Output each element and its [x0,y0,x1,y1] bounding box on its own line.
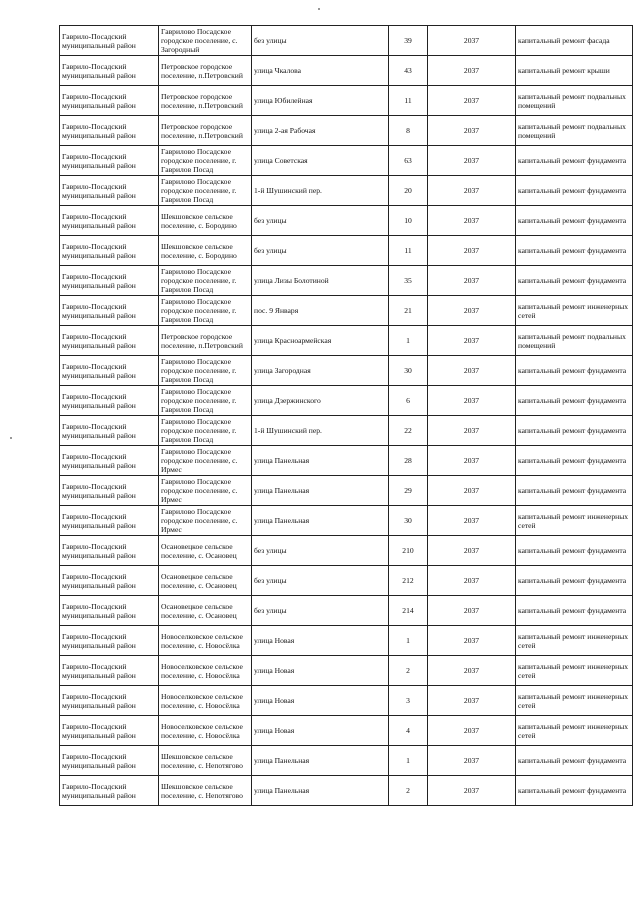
year-cell: 2037 [428,296,516,326]
work-type-cell: капитальный ремонт инженерных сетей [516,656,633,686]
work-type-cell: капитальный ремонт фундамента [516,446,633,476]
year-cell: 2037 [428,266,516,296]
year-cell: 2037 [428,776,516,806]
house-number-cell: 11 [389,86,428,116]
settlement-cell: Гаврилово Посадское городское поселение, г. Гаврилов Посад [159,266,252,296]
district-cell: Гаврило-Посадский муниципальный район [60,116,159,146]
street-cell: улица Новая [252,716,389,746]
work-type-cell: капитальный ремонт инженерных сетей [516,296,633,326]
work-type-cell: капитальный ремонт фундамента [516,236,633,266]
table-row [60,26,633,56]
house-number-cell: 30 [389,356,428,386]
street-cell: улица Новая [252,626,389,656]
settlement-cell: Гаврилово Посадское городское поселение, г. Гаврилов Посад [159,416,252,446]
table-row [60,176,633,206]
work-type-cell: капитальный ремонт фундамента [516,356,633,386]
house-number-cell: 8 [389,116,428,146]
table-row [60,296,633,326]
table-row [60,386,633,416]
district-cell: Гаврило-Посадский муниципальный район [60,356,159,386]
work-type-cell: капитальный ремонт инженерных сетей [516,716,633,746]
year-cell: 2037 [428,446,516,476]
table-row [60,446,633,476]
district-cell: Гаврило-Посадский муниципальный район [60,56,159,86]
settlement-cell: Новоселковское сельское поселение, с. Новосёлка [159,626,252,656]
house-number-cell: 3 [389,686,428,716]
street-cell: улица Чкалова [252,56,389,86]
house-number-cell: 210 [389,536,428,566]
year-cell: 2037 [428,386,516,416]
table-row [60,686,633,716]
year-cell: 2037 [428,326,516,356]
house-number-cell: 20 [389,176,428,206]
house-number-cell: 214 [389,596,428,626]
year-cell: 2037 [428,596,516,626]
district-cell: Гаврило-Посадский муниципальный район [60,146,159,176]
work-type-cell: капитальный ремонт фундамента [516,176,633,206]
table-row [60,596,633,626]
house-number-cell: 4 [389,716,428,746]
work-type-cell: капитальный ремонт фундамента [516,776,633,806]
street-cell: улица Новая [252,686,389,716]
year-cell: 2037 [428,716,516,746]
house-number-cell: 1 [389,746,428,776]
street-cell: без улицы [252,206,389,236]
work-type-cell: капитальный ремонт инженерных сетей [516,506,633,536]
work-type-cell: капитальный ремонт фундамента [516,746,633,776]
house-number-cell: 2 [389,656,428,686]
district-cell: Гаврило-Посадский муниципальный район [60,206,159,236]
year-cell: 2037 [428,206,516,236]
street-cell: улица Красноармейская [252,326,389,356]
district-cell: Гаврило-Посадский муниципальный район [60,446,159,476]
street-cell: улица Лизы Болотиной [252,266,389,296]
house-number-cell: 39 [389,26,428,56]
street-cell: пос. 9 Января [252,296,389,326]
district-cell: Гаврило-Посадский муниципальный район [60,176,159,206]
work-type-cell: капитальный ремонт фундамента [516,476,633,506]
street-cell: улица Советская [252,146,389,176]
work-type-cell: капитальный ремонт фундамента [516,416,633,446]
work-type-cell: капитальный ремонт фундамента [516,386,633,416]
year-cell: 2037 [428,176,516,206]
district-cell: Гаврило-Посадский муниципальный район [60,536,159,566]
district-cell: Гаврило-Посадский муниципальный район [60,26,159,56]
house-number-cell: 35 [389,266,428,296]
table-row [60,266,633,296]
district-cell: Гаврило-Посадский муниципальный район [60,626,159,656]
work-type-cell: капитальный ремонт подвальных помещений [516,116,633,146]
street-cell: улица Юбилейная [252,86,389,116]
settlement-cell: Гаврилово Посадское городское поселение, г. Гаврилов Посад [159,386,252,416]
house-number-cell: 6 [389,386,428,416]
street-cell: улица Панельная [252,476,389,506]
street-cell: без улицы [252,26,389,56]
street-cell: без улицы [252,596,389,626]
table-row [60,536,633,566]
work-type-cell: капитальный ремонт фасада [516,26,633,56]
scan-speck [10,437,12,439]
table-row [60,206,633,236]
table-body [60,26,633,806]
settlement-cell: Новоселковское сельское поселение, с. Новосёлка [159,716,252,746]
table-row [60,776,633,806]
district-cell: Гаврило-Посадский муниципальный район [60,236,159,266]
year-cell: 2037 [428,506,516,536]
year-cell: 2037 [428,56,516,86]
settlement-cell: Шекшовское сельское поселение, с. Непотягово [159,776,252,806]
settlement-cell: Шекшовское сельское поселение, с. Бородино [159,206,252,236]
work-type-cell: капитальный ремонт крыши [516,56,633,86]
work-type-cell: капитальный ремонт инженерных сетей [516,686,633,716]
district-cell: Гаврило-Посадский муниципальный район [60,476,159,506]
work-type-cell: капитальный ремонт фундамента [516,596,633,626]
table-row [60,356,633,386]
work-type-cell: капитальный ремонт подвальных помещений [516,86,633,116]
year-cell: 2037 [428,146,516,176]
district-cell: Гаврило-Посадский муниципальный район [60,596,159,626]
district-cell: Гаврило-Посадский муниципальный район [60,716,159,746]
year-cell: 2037 [428,656,516,686]
year-cell: 2037 [428,476,516,506]
street-cell: улица 2-ая Рабочая [252,116,389,146]
district-cell: Гаврило-Посадский муниципальный район [60,266,159,296]
district-cell: Гаврило-Посадский муниципальный район [60,506,159,536]
settlement-cell: Новоселковское сельское поселение, с. Новосёлка [159,656,252,686]
year-cell: 2037 [428,236,516,266]
year-cell: 2037 [428,116,516,146]
settlement-cell: Осановецкое сельское поселение, с. Осановец [159,536,252,566]
house-number-cell: 11 [389,236,428,266]
work-type-cell: капитальный ремонт фундамента [516,536,633,566]
street-cell: улица Загородная [252,356,389,386]
table-row [60,86,633,116]
repair-schedule-table [59,25,633,806]
street-cell: улица Дзержинского [252,386,389,416]
year-cell: 2037 [428,566,516,596]
settlement-cell: Гаврилово Посадское городское поселение, с. Ирмес [159,506,252,536]
settlement-cell: Петровское городское поселение, п.Петровский [159,116,252,146]
table-row [60,746,633,776]
settlement-cell: Петровское городское поселение, п.Петровский [159,86,252,116]
street-cell: улица Панельная [252,776,389,806]
house-number-cell: 21 [389,296,428,326]
house-number-cell: 30 [389,506,428,536]
settlement-cell: Осановецкое сельское поселение, с. Осановец [159,566,252,596]
house-number-cell: 63 [389,146,428,176]
table-row [60,716,633,746]
settlement-cell: Гаврилово Посадское городское поселение, г. Гаврилов Посад [159,356,252,386]
settlement-cell: Петровское городское поселение, п.Петровский [159,56,252,86]
table-row [60,656,633,686]
house-number-cell: 1 [389,326,428,356]
house-number-cell: 212 [389,566,428,596]
district-cell: Гаврило-Посадский муниципальный район [60,656,159,686]
district-cell: Гаврило-Посадский муниципальный район [60,776,159,806]
table-row [60,326,633,356]
work-type-cell: капитальный ремонт фундамента [516,146,633,176]
house-number-cell: 22 [389,416,428,446]
district-cell: Гаврило-Посадский муниципальный район [60,746,159,776]
work-type-cell: капитальный ремонт инженерных сетей [516,626,633,656]
settlement-cell: Петровское городское поселение, п.Петровский [159,326,252,356]
house-number-cell: 28 [389,446,428,476]
year-cell: 2037 [428,626,516,656]
table-row [60,626,633,656]
settlement-cell: Гаврилово Посадское городское поселение, г. Гаврилов Посад [159,176,252,206]
table-row [60,116,633,146]
work-type-cell: капитальный ремонт фундамента [516,266,633,296]
year-cell: 2037 [428,26,516,56]
work-type-cell: капитальный ремонт фундамента [516,566,633,596]
street-cell: 1-й Шушинский пер. [252,416,389,446]
house-number-cell: 1 [389,626,428,656]
house-number-cell: 2 [389,776,428,806]
settlement-cell: Осановецкое сельское поселение, с. Осановец [159,596,252,626]
settlement-cell: Шекшовское сельское поселение, с. Бородино [159,236,252,266]
table-row [60,476,633,506]
table-row [60,236,633,266]
house-number-cell: 43 [389,56,428,86]
year-cell: 2037 [428,416,516,446]
street-cell: без улицы [252,236,389,266]
year-cell: 2037 [428,86,516,116]
settlement-cell: Гаврилово Посадское городское поселение, г. Гаврилов Посад [159,296,252,326]
street-cell: улица Панельная [252,446,389,476]
table-row [60,566,633,596]
table-row [60,56,633,86]
street-cell: улица Новая [252,656,389,686]
district-cell: Гаврило-Посадский муниципальный район [60,326,159,356]
work-type-cell: капитальный ремонт фундамента [516,206,633,236]
district-cell: Гаврило-Посадский муниципальный район [60,386,159,416]
year-cell: 2037 [428,686,516,716]
settlement-cell: Гаврилово Посадское городское поселение, с. Ирмес [159,476,252,506]
street-cell: улица Панельная [252,746,389,776]
settlement-cell: Гаврилово Посадское городское поселение, г. Гаврилов Посад [159,146,252,176]
district-cell: Гаврило-Посадский муниципальный район [60,416,159,446]
district-cell: Гаврило-Посадский муниципальный район [60,86,159,116]
table-row [60,416,633,446]
settlement-cell: Гаврилово Посадское городское поселение, с. Ирмес [159,446,252,476]
street-cell: 1-й Шушинский пер. [252,176,389,206]
year-cell: 2037 [428,536,516,566]
street-cell: улица Панельная [252,506,389,536]
house-number-cell: 10 [389,206,428,236]
settlement-cell: Шекшовское сельское поселение, с. Непотягово [159,746,252,776]
work-type-cell: капитальный ремонт подвальных помещений [516,326,633,356]
district-cell: Гаврило-Посадский муниципальный район [60,566,159,596]
settlement-cell: Новоселковское сельское поселение, с. Новосёлка [159,686,252,716]
house-number-cell: 29 [389,476,428,506]
street-cell: без улицы [252,566,389,596]
table-row [60,506,633,536]
district-cell: Гаврило-Посадский муниципальный район [60,296,159,326]
table-row [60,146,633,176]
scan-speck [318,8,320,10]
street-cell: без улицы [252,536,389,566]
year-cell: 2037 [428,746,516,776]
district-cell: Гаврило-Посадский муниципальный район [60,686,159,716]
settlement-cell: Гаврилово Посадское городское поселение, с. Загородный [159,26,252,56]
year-cell: 2037 [428,356,516,386]
